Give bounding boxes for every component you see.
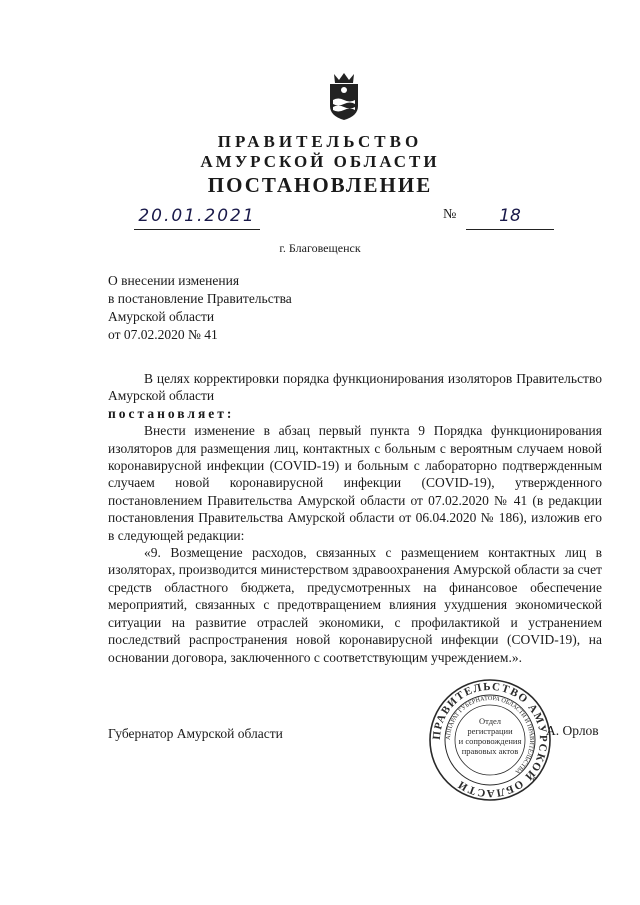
svg-text:АППАРАТ ГУБЕРНАТОРА ОБЛАСТИ И: АППАРАТ ГУБЕРНАТОРА ОБЛАСТИ И ПРАВИТЕЛЬСТВА [444,694,536,776]
organization-name-line1: ПРАВИТЕЛЬСТВО [217,132,423,151]
document-type-title: ПОСТАНОВЛЕНИЕ [207,173,433,197]
resolves-word: постановляет: [108,405,235,421]
document-subject [108,272,292,344]
stamp-center-line: регистрации [467,726,513,736]
document-date: 20.01.2021 [134,203,260,230]
amur-region-coat-of-arms-icon [324,70,364,122]
signatory-name: А. Орлов [546,723,599,738]
stamp-center-line: правовых актов [461,746,519,756]
body-paragraph-1: Внести изменение в абзац первый пункта 9 Порядка функционирования изоляторов для размещения лиц, контактных с больным с вероятным случаем новой коронавирусной инфекции (COVID-19) и больным с лабораторно подтвержденным случаем новой коронавирусной инфекции (COVID-19), утвержденного постановлением Правительства Амурской области от 07.02.2020 № 41 (в редакции постановления Правительства Амурской области от 06.04.2020 № 186), изложив его в следующей редакции: [108,423,602,543]
stamp-center-line: Отдел [478,716,502,726]
document-number: 18 [466,203,554,230]
body-paragraph-2: «9. Возмещение расходов, связанных с размещением контактных лиц в изоляторах, производится министерством здравоохранения Амурской области за счет средств областного бюджета, предусмотренных на финансовое обеспечение мероприятий, связанных с предотвращением влияния ухудшения экономической ситуации на развитие отраслей экономики, с профилактикой и устранением последствий распространения новой коронавирусной инфекции (COVID-19), на основании договора, заключенного с соответствующим учреждением.». [108,545,602,665]
svg-text:ПРАВИТЕЛЬСТВО АМУРСКОЙ ОБЛАСТИ: ПРАВИТЕЛЬСТВО АМУРСКОЙ ОБЛАСТИ [430,680,550,800]
city-line: г. Благовещенск [279,241,361,255]
subject-line: Амурской области [108,309,215,324]
intro-paragraph: В целях корректировки порядка функционирования изоляторов Правительство Амурской области [108,371,602,404]
subject-line: в постановление Правительства [108,291,292,306]
stamp-center-line: и сопровождения [458,736,522,746]
stamp-center-text [446,716,534,756]
number-sign: № [443,207,457,222]
subject-line: от 07.02.2020 № 41 [108,327,218,342]
document-body [108,370,602,666]
organization-name-line2: АМУРСКОЙ ОБЛАСТИ [200,152,440,171]
subject-line: О внесении изменения [108,273,240,288]
signature-title: Губернатор Амурской области [108,726,283,741]
